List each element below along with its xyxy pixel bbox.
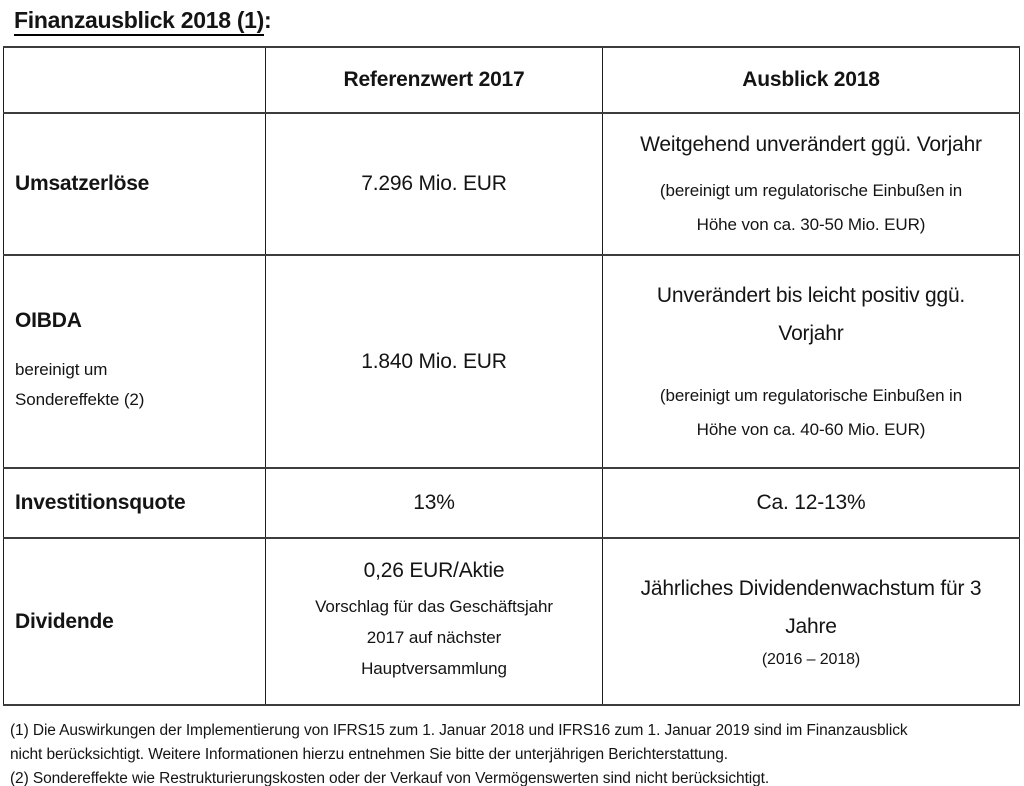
footnote-1-line-1: (1) Die Auswirkungen der Implementierung von IFRS15 zum 1. Januar 2018 und IFRS16 zum 1. Januar 2019 sind im Finanzausblick [10, 722, 908, 739]
footnote-2: (2) Sondereffekte wie Restrukturierungskosten oder der Verkauf von Vermögenswerten sind nicht berücksichtigt. [10, 770, 770, 786]
metric-label: OIBDA [15, 308, 82, 332]
page-title-colon: : [264, 7, 272, 33]
metric-label: Dividende [15, 609, 114, 633]
cell-umsatzerloese-outlook [603, 113, 1020, 255]
metric-label: Umsatzerlöse [15, 172, 150, 195]
footnotes [10, 719, 1024, 786]
page-title-text: Finanzausblick 2018 (1) [14, 7, 264, 36]
cell-umsatzerloese-reference [266, 113, 603, 255]
cell-investitionsquote-metric [4, 468, 266, 538]
outlook-note-text: (bereinigt um regulatorische Einbußen in Höhe von ca. 40-60 Mio. EUR) [659, 385, 963, 439]
reference-value: 13% [413, 491, 455, 514]
reference-note-text: Vorschlag für das Geschäftsjahr 2017 auf nächster Hauptversammlung [315, 597, 553, 678]
outlook-note-years: (2016 – 2018) [761, 650, 861, 668]
reference-value: 1.840 Mio. EUR [361, 349, 507, 373]
cell-investitionsquote-reference [266, 468, 603, 538]
table-row-umsatzerloese [4, 113, 1020, 255]
table-row-dividende [4, 538, 1020, 705]
table-row-oibda [4, 255, 1020, 468]
metric-label: Investitionsquote [15, 491, 186, 514]
reference-value: 7.296 Mio. EUR [361, 172, 507, 195]
cell-dividende-outlook [603, 538, 1020, 705]
outlook-main-text: Ca. 12-13% [756, 491, 866, 514]
cell-oibda-metric [4, 255, 266, 468]
outlook-main-text: Jährliches Dividendenwachstum für 3 Jahre [640, 576, 982, 638]
cell-dividende-reference [266, 538, 603, 705]
cell-investitionsquote-outlook [603, 468, 1020, 538]
reference-value: 0,26 EUR/Aktie [363, 559, 505, 582]
footnote-1-line-2: nicht berücksichtigt. Weitere Informationen hierzu entnehmen Sie bitte der unterjährigen Berichterstattung. [10, 746, 728, 763]
outlook-note-text: (bereinigt um regulatorische Einbußen in Höhe von ca. 30-50 Mio. EUR) [659, 181, 963, 234]
cell-oibda-outlook [603, 255, 1020, 468]
metric-note-text: bereinigt um Sondereffekte (2) [15, 359, 145, 409]
cell-oibda-reference [266, 255, 603, 468]
table-row-investitionsquote [4, 468, 1020, 538]
header-referenzwert-2017: Referenzwert 2017 [266, 47, 603, 113]
finance-outlook-table [3, 46, 1020, 706]
header-metric-empty [4, 47, 266, 113]
outlook-main-text: Weitgehend unverändert ggü. Vorjahr [640, 133, 982, 156]
cell-dividende-metric [4, 538, 266, 705]
cell-umsatzerloese-metric [4, 113, 266, 255]
page-title [0, 0, 1024, 34]
header-ausblick-2018: Ausblick 2018 [603, 47, 1020, 113]
table-header-row [4, 47, 1020, 113]
outlook-main-text: Unverändert bis leicht positiv ggü. Vorjahr [656, 283, 966, 345]
